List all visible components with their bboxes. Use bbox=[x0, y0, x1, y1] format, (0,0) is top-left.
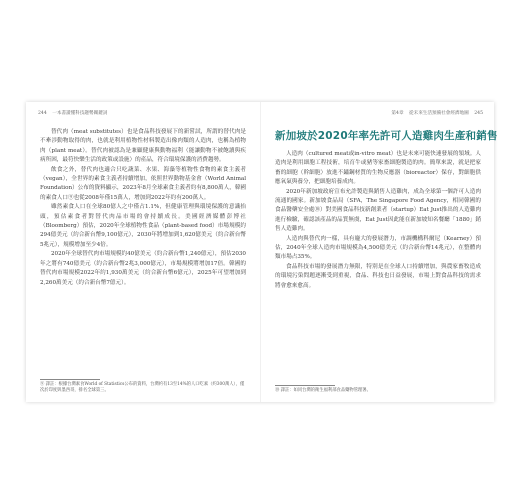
left-running-title: 一本書讀懂科技趨勢關鍵詞 bbox=[52, 111, 108, 116]
left-paragraph-1: 替代肉（meat substitutes）也是食品科技發展下的新嘗試，所謂的替代肉是不牽涉動物取得的肉，也就是利用植物性材料製造出像肉類的人造肉，也稱為植物肉（plant meat）。替代肉被認為是兼顧健康與動物福利（能讓動物不被飽讀與疾病所困，最符快樂生活的政策或設施）的產品，符合環境保護的消費趨勢。 bbox=[40, 129, 246, 164]
right-paragraph-4: 食品科技市場的發展潛力無限，特別是在全球人口持續增加，與農家畜牧造成的環境污染問題逐漸受到重視，食品、科技也日益發展，市場上對食品科技的需求將會愈來愈高。 bbox=[275, 263, 481, 289]
book-spread bbox=[26, 102, 498, 402]
left-running-head bbox=[38, 110, 107, 116]
left-footnote-rule bbox=[40, 379, 100, 380]
left-paragraph-2: 飲食之外，替代肉也適合只吃蔬菜、水果、海藻等植物性食物的素食主義者（vegan），全世界的素食主義者持續增加，依照世界動物基金會（World Animal Foundation）公布的資料顯示，2023年8月全球素食主義者約有8,800萬人，韓國的素食人口⑨也從2008年僅15萬人，增加到2022年約有200萬人。 bbox=[40, 166, 246, 201]
left-body-text bbox=[40, 128, 246, 288]
left-page bbox=[26, 102, 260, 402]
left-page-number: 244 bbox=[38, 111, 47, 116]
right-paragraph-2: 2020年新加坡政府宣布允許製造與銷售人造雞肉，成為全球第一個許可人造肉流通的國家。新加坡食品局（SFA，The Singapore Food Agency，相同韓國的食品醫藥安全處⑩）對美國食品科技新創業者（startup）Eat Just推出的人造雞肉進行檢驗，確認該產品的品質無虞，Eat Just因此能在新加坡知名餐廳「1880」銷售人造雞肉。 bbox=[275, 188, 481, 233]
right-running-head bbox=[391, 110, 483, 116]
left-paragraph-4: 2020年全球替代肉市場規模約40億美元（約合新台幣1,240億元），預估2030年之將有740億美元（約合新台幣2兆3,000億元），市場規模將增加17倍。韓國的替代肉市場規模2022年約1,930萬美元（約合新台幣6億元），2025年可望增加到2,260萬美元（約合新台幣7億元）。 bbox=[40, 251, 246, 286]
left-paragraph-3: 雖然素食人口在全球80億人之中僅占1.1%，但健康管理與環境保護的意識抬頭，預估素食者對替代肉品市場的會持續成長。美國經濟媒體彭博社（Bloomberg）預估，2020年全球植物性食品（plant-based food）市場規模約294億美元（約合新台幣9,100億元），2030年將增加到1,620億美元（約合新台幣5兆元），規模增加至少4倍。 bbox=[40, 204, 246, 248]
right-paragraph-3: 人造肉與替代肉一樣，具有龐大的發展潛力，市調機構科爾尼（Kearney）預估，2040年全球人造肉市場規模為4,500億美元（約合新台幣14兆元），在整體肉類市場占35%。 bbox=[275, 235, 481, 261]
right-footnote-rule bbox=[275, 385, 335, 386]
right-page-number: 245 bbox=[474, 111, 483, 116]
right-page bbox=[261, 102, 498, 402]
right-footnote: ⑩ 譯註：如同台灣的衛生福利部食品藥物管理署。 bbox=[275, 388, 371, 393]
right-paragraph-1: 人造肉（cultured meat或in-vitro meat）也是未來可能快速發展的領域。人造肉是利用細胞工程技術，培育牛或豬等家畜細胞製造的肉。簡單來說，就是把家畜的細胞（幹細胞）放進不鏽鋼材質的生物反應器（bioreactor）保存，對細胞供應氧氣與養分，把細胞培養成肉。 bbox=[275, 151, 481, 186]
section-title: 新加坡於2020年率先許可人造雞肉生產和銷售 bbox=[275, 130, 498, 142]
right-running-chapter: 第4章 bbox=[391, 111, 404, 116]
left-footnote: ⑨ 譯註：根據台灣素食World of Statistics公布的資料，台灣約有13至14%的人口吃素（約300萬人），僅次於印度與墨西哥，排名全球第三。 bbox=[40, 382, 245, 394]
right-running-title: 從未來生活預備社會經濟地圖 bbox=[409, 111, 469, 116]
right-body-text bbox=[275, 150, 481, 291]
